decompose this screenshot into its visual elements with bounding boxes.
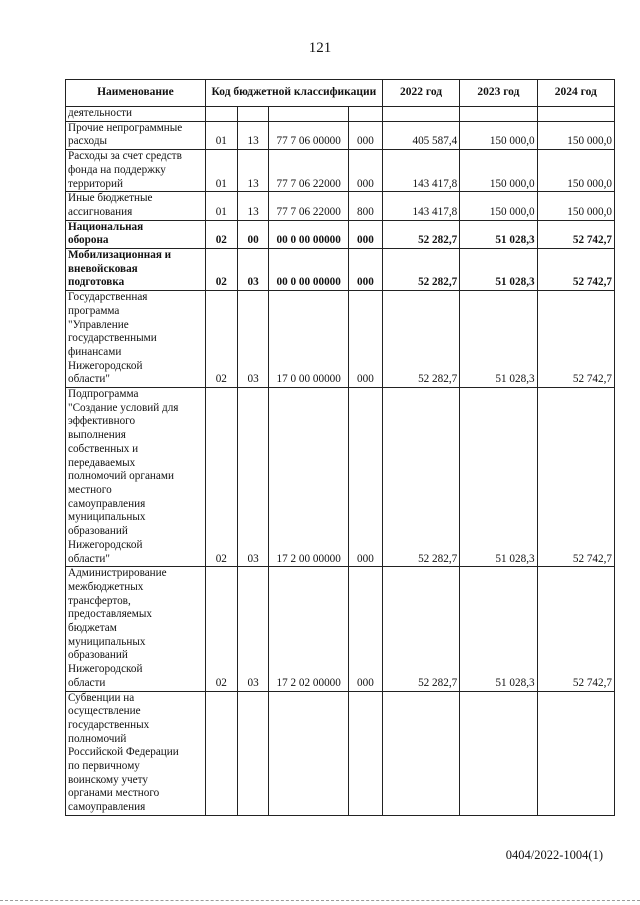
cell-subsection xyxy=(237,107,269,122)
cell-subsection: 13 xyxy=(237,121,269,149)
table-header-row xyxy=(66,80,615,107)
header-2024: 2024 год xyxy=(537,80,614,107)
cell-expense-type xyxy=(348,107,382,122)
cell-2022: 52 282,7 xyxy=(382,249,459,291)
cell-target-article: 17 2 02 00000 xyxy=(269,567,348,691)
cell-section: 02 xyxy=(205,220,237,248)
cell-expense-type: 800 xyxy=(348,192,382,220)
cell-name: Подпрограмма "Создание условий для эффективного выполнения собственных и передаваемых полномочий органами местного самоуправления муниципальных образований Нижегородской области" xyxy=(66,388,206,567)
cell-name: Расходы за счет средств фонда на поддержку территорий xyxy=(66,150,206,192)
table-row xyxy=(66,691,615,815)
cell-2024: 52 742,7 xyxy=(537,567,614,691)
cell-section: 02 xyxy=(205,249,237,291)
cell-2023: 51 028,3 xyxy=(460,291,537,388)
cell-target-article: 17 0 00 00000 xyxy=(269,291,348,388)
cell-2024: 52 742,7 xyxy=(537,388,614,567)
page-number: 121 xyxy=(308,40,332,56)
table-row xyxy=(66,192,615,220)
header-2023: 2023 год xyxy=(460,80,537,107)
cell-2024: 52 742,7 xyxy=(537,291,614,388)
cell-2024: 52 742,7 xyxy=(537,220,614,248)
cell-2023 xyxy=(460,107,537,122)
cell-target-article xyxy=(269,107,348,122)
cell-expense-type: 000 xyxy=(348,220,382,248)
cell-section: 01 xyxy=(205,121,237,149)
cell-section: 02 xyxy=(205,388,237,567)
cell-target-article: 00 0 00 00000 xyxy=(269,220,348,248)
cell-2022: 52 282,7 xyxy=(382,388,459,567)
cell-name: Мобилизационная и вневойсковая подготовка xyxy=(66,249,206,291)
cell-2022 xyxy=(382,107,459,122)
header-2022: 2022 год xyxy=(382,80,459,107)
cell-2022 xyxy=(382,691,459,815)
cell-target-article: 77 7 06 00000 xyxy=(269,121,348,149)
table-body xyxy=(66,107,615,816)
cell-name: деятельности xyxy=(66,107,206,122)
table-row xyxy=(66,107,615,122)
cell-section: 01 xyxy=(205,192,237,220)
cell-2024: 150 000,0 xyxy=(537,150,614,192)
cell-2022: 143 417,8 xyxy=(382,150,459,192)
cell-2023: 150 000,0 xyxy=(460,121,537,149)
cell-expense-type: 000 xyxy=(348,567,382,691)
cell-2023: 51 028,3 xyxy=(460,249,537,291)
cell-2023: 51 028,3 xyxy=(460,220,537,248)
cell-subsection: 13 xyxy=(237,150,269,192)
cell-2023: 150 000,0 xyxy=(460,192,537,220)
cell-expense-type xyxy=(348,691,382,815)
cell-2023: 150 000,0 xyxy=(460,150,537,192)
cell-2022: 143 417,8 xyxy=(382,192,459,220)
cell-2024: 52 742,7 xyxy=(537,249,614,291)
table-row xyxy=(66,567,615,691)
cell-target-article xyxy=(269,691,348,815)
cell-2024: 150 000,0 xyxy=(537,192,614,220)
cell-target-article: 17 2 00 00000 xyxy=(269,388,348,567)
cell-section: 02 xyxy=(205,291,237,388)
cell-subsection: 13 xyxy=(237,192,269,220)
table-row xyxy=(66,121,615,149)
cell-name: Администрирование межбюджетных трансфертов, предоставляемых бюджетам муниципальных образований Нижегородской области xyxy=(66,567,206,691)
cell-name: Иные бюджетные ассигнования xyxy=(66,192,206,220)
cell-2024 xyxy=(537,107,614,122)
cell-name: Прочие непрограммные расходы xyxy=(66,121,206,149)
cell-2024 xyxy=(537,691,614,815)
cell-2023 xyxy=(460,691,537,815)
cell-subsection: 03 xyxy=(237,567,269,691)
cell-target-article: 77 7 06 22000 xyxy=(269,150,348,192)
cell-expense-type: 000 xyxy=(348,121,382,149)
cell-subsection: 03 xyxy=(237,291,269,388)
cell-target-article: 00 0 00 00000 xyxy=(269,249,348,291)
table-row xyxy=(66,388,615,567)
cell-subsection: 03 xyxy=(237,249,269,291)
cell-expense-type: 000 xyxy=(348,249,382,291)
table-row xyxy=(66,249,615,291)
cell-expense-type: 000 xyxy=(348,150,382,192)
cell-2022: 52 282,7 xyxy=(382,291,459,388)
cell-target-article: 77 7 06 22000 xyxy=(269,192,348,220)
cell-subsection xyxy=(237,691,269,815)
budget-table xyxy=(65,79,615,816)
cell-subsection: 03 xyxy=(237,388,269,567)
header-code: Код бюджетной классификации xyxy=(205,80,382,107)
cell-2024: 150 000,0 xyxy=(537,121,614,149)
cell-name: Национальная оборона xyxy=(66,220,206,248)
table-row xyxy=(66,150,615,192)
cell-name: Субвенции на осуществление государственных полномочий Российской Федерации по первичному воинскому учету органами местного самоуправления xyxy=(66,691,206,815)
cell-subsection: 00 xyxy=(237,220,269,248)
cell-section: 01 xyxy=(205,150,237,192)
cell-expense-type: 000 xyxy=(348,291,382,388)
document-code: 0404/2022-1004(1) xyxy=(505,848,603,862)
cell-section xyxy=(205,107,237,122)
cell-expense-type: 000 xyxy=(348,388,382,567)
cell-2023: 51 028,3 xyxy=(460,388,537,567)
table-row xyxy=(66,220,615,248)
table-row xyxy=(66,291,615,388)
cell-2023: 51 028,3 xyxy=(460,567,537,691)
cell-section xyxy=(205,691,237,815)
cell-2022: 52 282,7 xyxy=(382,567,459,691)
page-edge-line xyxy=(0,900,640,901)
cell-2022: 52 282,7 xyxy=(382,220,459,248)
cell-name: Государственная программа "Управление государственными финансами Нижегородской области" xyxy=(66,291,206,388)
cell-2022: 405 587,4 xyxy=(382,121,459,149)
cell-section: 02 xyxy=(205,567,237,691)
header-name: Наименование xyxy=(66,80,206,107)
